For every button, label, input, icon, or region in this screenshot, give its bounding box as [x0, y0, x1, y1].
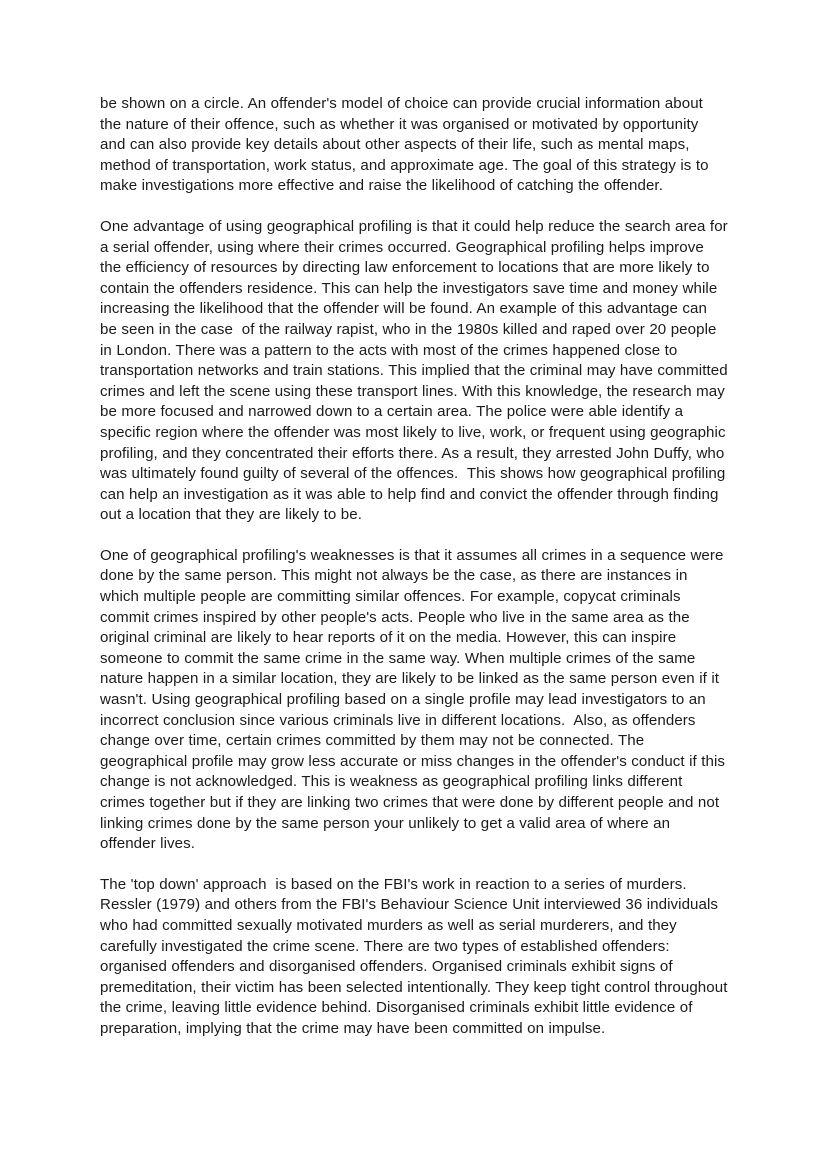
body-paragraph: The 'top down' approach is based on the FBI's work in reaction to a series of murders. Ressler (1979) and others from the FBI's Behaviour Science Unit interviewed 36 individuals who had committed sexually motivated murders as well as serial murderers, and they carefully investigated the crime scene. There are two types of established offenders: organised offenders and disorganised offenders. Organised criminals exhibit signs of premeditation, their victim has been selected intentionally. They keep tight control throughout the crime, leaving little evidence behind. Disorganised criminals exhibit little evidence of preparation, implying that the crime may have been committed on impulse. — [100, 875, 732, 1037]
body-paragraph: be shown on a circle. An offender's model of choice can provide crucial information about the nature of their offence, such as whether it was organised or motivated by opportunity and can also provide key details about other aspects of their life, such as mental maps, method of transportation, work status, and approximate age. The goal of this strategy is to make investigations more effective and raise the likelihood of catching the offender. — [100, 95, 714, 195]
body-paragraph: One of geographical profiling's weaknesses is that it assumes all crimes in a sequence were done by the same person. This might not always be the case, as there are instances in which multiple people are committing similar offences. For example, copycat criminals commit crimes inspired by other people's acts. People who live in the same area as the original criminal are likely to hear reports of it on the media. However, this can inspire someone to commit the same crime in the same way. When multiple crimes of the same nature happen in a similar location, they are likely to be linked as the same person even if it wasn't. Using geographical profiling based on a single profile may lead investigators to an incorrect conclusion since various criminals live in different locations. Also, as offenders change over time, certain crimes committed by them may not be connected. The geographical profile may grow less accurate or miss changes in the offender's conduct if this change is not acknowledged. This is weakness as geographical profiling links different crimes together but if they are linking two crimes that were done by different people and not linking crimes done by the same person your unlikely to get a valid area of where an offender lives. — [100, 546, 730, 853]
body-paragraph: One advantage of using geographical profiling is that it could help reduce the search area for a serial offender, using where their crimes occurred. Geographical profiling helps improve the efficiency of resources by directing law enforcement to locations that are more likely to contain the offenders residence. This can help the investigators save time and money while increasing the likelihood that the offender will be found. An example of this advantage can be seen in the case of the railway rapist, who in the 1980s killed and raped over 20 people in London. There was a pattern to the acts with most of the crimes happened close to transportation networks and train stations. This implied that the criminal may have committed crimes and left the scene using these transport lines. With this knowledge, the research may be more focused and narrowed down to a certain area. The police were able identify a specific region where the offender was most likely to live, work, or frequent using geographic profiling, and they concentrated their efforts there. As a result, they arrested John Duffy, who was ultimately found guilty of several of the offences. This shows how geographical profiling can help an investigation as it was able to help find and convict the offender through finding out a location that they are likely to be. — [100, 217, 733, 524]
document-text-column — [100, 94, 733, 1040]
